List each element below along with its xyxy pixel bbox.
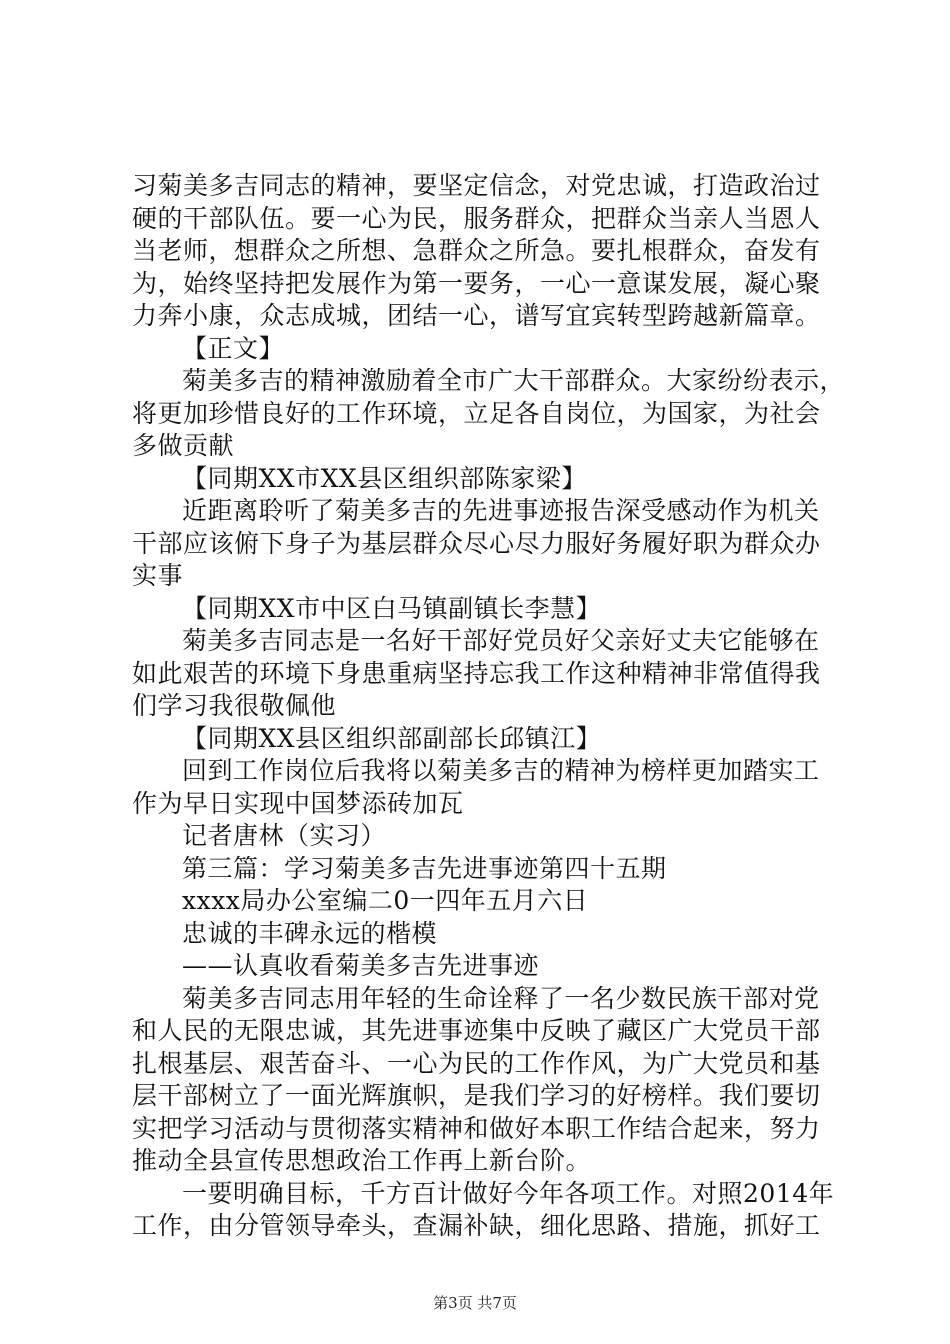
text-line: 作为早日实现中国梦添砖加瓦 [132, 788, 464, 818]
text-line: 为，始终坚持把发展作为第一要务，一心一意谋发展，凝心聚 [132, 268, 821, 298]
text-line: 工作，由分管领导牵头，查漏补缺，细化思路、措施，抓好工 [132, 1211, 821, 1240]
text-line: 实把学习活动与贯彻落实精神和做好本职工作结合起来，努力 [132, 1113, 821, 1143]
section-heading: 【正文】 [182, 333, 285, 363]
text-line: 层干部树立了一面光辉旗帜，是我们学习的好榜样。我们要切 [132, 1081, 821, 1110]
speaker-heading: 【同期XX县区组织部副部长邱镇江】 [182, 723, 602, 753]
article-heading: 忠诚的丰碑永远的楷模 [182, 918, 438, 948]
document-body [132, 170, 846, 1243]
text-line: 力奔小康，众志成城，团结一心，谱写宜宾转型跨越新篇章。 [132, 301, 821, 330]
article-subheading: ——认真收看菊美多吉先进事迹 [182, 951, 540, 980]
text-line: 们学习我很敬佩他 [132, 691, 337, 720]
speaker-heading: 【同期XX市中区白马镇副镇长李慧】 [182, 593, 602, 623]
text-line: 近距离聆听了菊美多吉的先进事迹报告深受感动作为机关 [182, 496, 820, 525]
text-line: 如此艰苦的环境下身患重病坚持忘我工作这种精神非常值得我 [132, 658, 821, 688]
article-title: 第三篇：学习菊美多吉先进事迹第四十五期 [182, 853, 667, 883]
issuer-line: xxxx局办公室编二0一四年五月六日 [182, 886, 589, 915]
text-line: 实事 [132, 561, 184, 590]
text-line: 菊美多吉的精神激励着全市广大干部群众。大家纷纷表示， [182, 366, 846, 395]
text-line: 当老师，想群众之所想、急群众之所急。要扎根群众，奋发有 [132, 236, 821, 265]
speaker-heading: 【同期XX市XX县区组织部陈家梁】 [182, 463, 587, 493]
text-line: 菊美多吉同志用年轻的生命诠释了一名少数民族干部对党 [182, 983, 820, 1013]
text-line: 菊美多吉同志是一名好干部好党员好父亲好丈夫它能够在 [182, 626, 820, 655]
reporter-line: 记者唐林（实习） [182, 821, 387, 850]
text-line: 将更加珍惜良好的工作环境，立足各自岗位，为国家，为社会 [132, 398, 821, 428]
text-line: 扎根基层、艰苦奋斗、一心为民的工作作风，为广大党员和基 [132, 1048, 821, 1078]
text-line: 一要明确目标，千方百计做好今年各项工作。对照2014年 [182, 1178, 835, 1208]
text-line: 推动全县宣传思想政治工作再上新台阶。 [132, 1146, 592, 1175]
text-line: 和人民的无限忠诚，其先进事迹集中反映了藏区广大党员干部 [132, 1016, 821, 1045]
text-line: 多做贡献 [132, 431, 235, 460]
text-line: 干部应该俯下身子为基层群众尽心尽力服好务履好职为群众办 [132, 528, 821, 558]
text-line: 回到工作岗位后我将以菊美多吉的精神为榜样更加踏实工 [182, 756, 820, 785]
page-number-footer: 第3页 共7页 [433, 1294, 517, 1312]
text-line: 习菊美多吉同志的精神，要坚定信念，对党忠诚，打造政治过 [132, 171, 821, 200]
text-line: 硬的干部队伍。要一心为民，服务群众，把群众当亲人当恩人 [132, 203, 821, 233]
